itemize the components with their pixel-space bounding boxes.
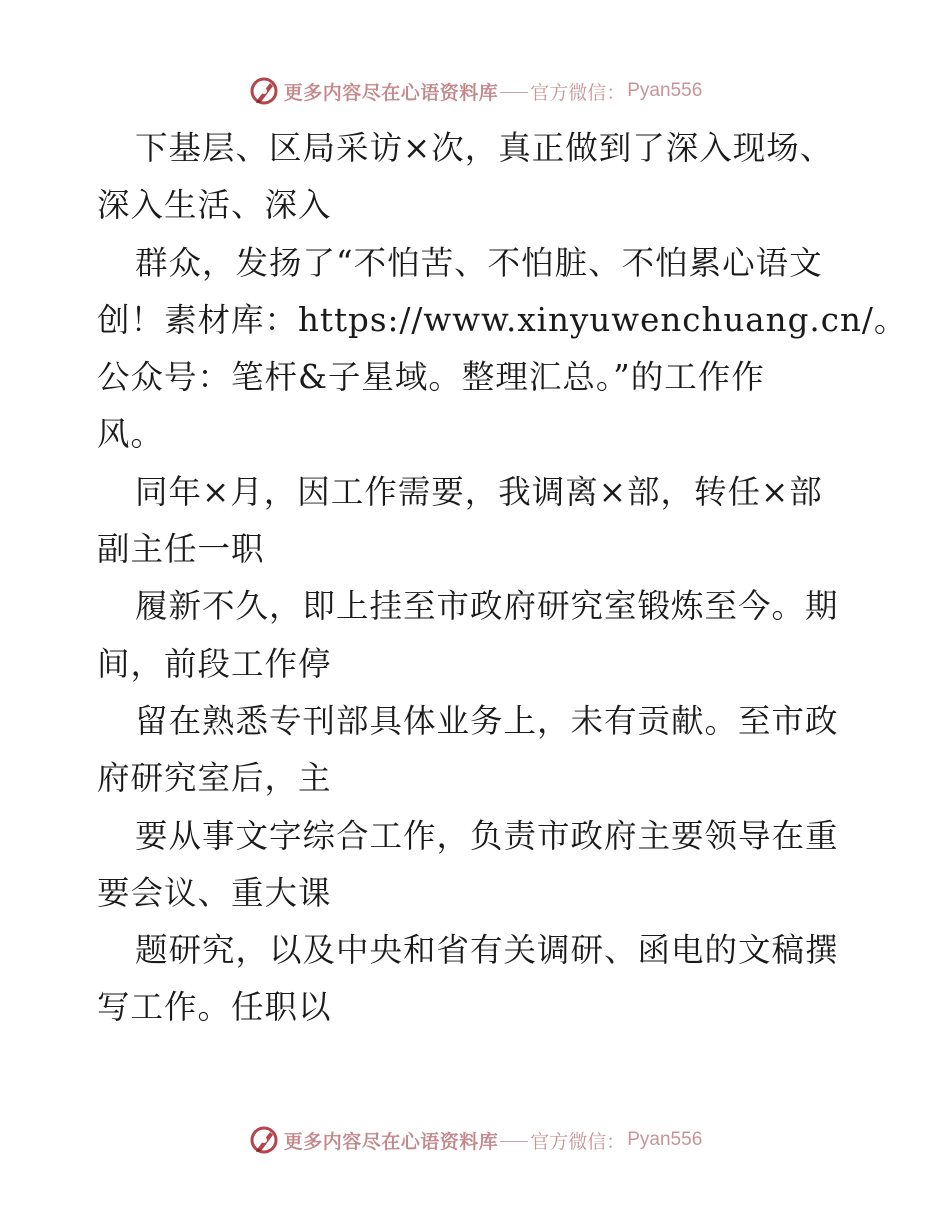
- body-line: 题研究，以及中央和省有关调研、函电的文稿撰: [135, 931, 839, 970]
- body-line: 深入生活、深入: [97, 186, 332, 225]
- header-banner: [0, 71, 950, 111]
- pen-logo-icon: [248, 1124, 280, 1156]
- pen-logo-icon: [248, 75, 280, 107]
- body-line: 要从事文字综合工作，负责市政府主要领导在重: [135, 816, 839, 855]
- banner-site-text: 更多内容尽在心语资料库: [283, 1130, 499, 1153]
- footer-banner: [0, 1120, 950, 1160]
- body-line: 创！素材库：https://www.xinyuwenchuang.cn/。: [97, 300, 908, 339]
- document-body: [97, 120, 908, 1037]
- body-line: 府研究室后，主: [97, 759, 332, 798]
- body-line: 副主任一职: [97, 530, 265, 569]
- banner-site-text: 更多内容尽在心语资料库: [283, 81, 499, 104]
- body-line: 履新不久，即上挂至市政府研究室锻炼至今。期: [135, 587, 839, 626]
- banner-dash: [500, 92, 528, 93]
- body-line: 要会议、重大课: [97, 873, 332, 912]
- body-line: 间，前段工作停: [97, 644, 332, 683]
- banner-wechat-label: 官方微信：: [530, 1130, 626, 1153]
- body-line: 下基层、区局采访×次，真正做到了深入现场、: [135, 129, 834, 167]
- body-line: 群众，发扬了“不怕苦、不怕脏、不怕累心语文: [135, 243, 823, 282]
- banner-wechat-label: 官方微信：: [530, 81, 626, 104]
- body-line: 风。: [97, 415, 165, 454]
- body-line: 留在熟悉专刊部具体业务上，未有贡献。至市政: [135, 701, 839, 740]
- body-line: 公众号：笔杆&子星域。整理汇总。”的工作作: [97, 358, 765, 397]
- body-line: 写工作。任职以: [97, 988, 332, 1027]
- banner-wechat-id: Pyan556: [627, 80, 703, 101]
- banner-dash: [500, 1141, 528, 1142]
- body-line: 同年×月，因工作需要，我调离×部，转任×部: [135, 472, 823, 511]
- banner-wechat-id: Pyan556: [627, 1129, 703, 1150]
